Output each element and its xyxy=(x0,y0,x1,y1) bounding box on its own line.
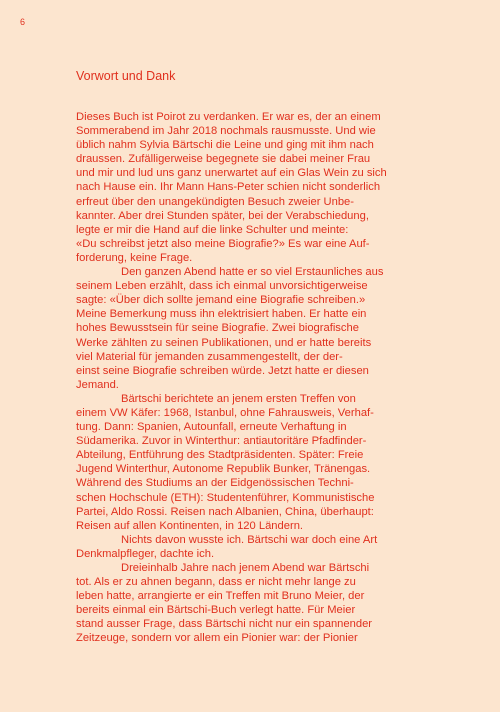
text-line: forderung, keine Frage. xyxy=(76,251,193,264)
text-line: Jemand. xyxy=(76,378,119,391)
text-line: viel Material für jemanden zusammengestellt, der der- xyxy=(76,350,343,363)
body-text xyxy=(76,110,436,646)
text-line: Abteilung, Entführung des Stadtpräsidenten. Später: Freie xyxy=(76,449,364,462)
text-line: einem VW Käfer: 1968, Istanbul, ohne Fahrausweis, Verhaf- xyxy=(76,406,374,419)
chapter-heading: Vorwort und Dank xyxy=(76,69,176,83)
page-number: 6 xyxy=(20,17,26,27)
text-line: Südamerika. Zuvor in Winterthur: antiautoritäre Pfadfinder- xyxy=(76,435,367,448)
text-line: Den ganzen Abend hatte er so viel Erstaunliches aus xyxy=(121,266,384,279)
text-line: hohes Bewusstsein für seine Biografie. Zwei biografische xyxy=(76,322,359,335)
text-line: Bärtschi berichtete an jenem ersten Treffen von xyxy=(121,392,356,405)
text-line: Dreieinhalb Jahre nach jenem Abend war Bärtschi xyxy=(121,562,370,574)
text-line: sagte: «Über dich sollte jemand eine Biografie schreiben.» xyxy=(76,294,366,307)
text-line: «Du schreibst jetzt also meine Biografie?» Es war eine Auf- xyxy=(76,237,370,250)
text-line: draussen. Zufälligerweise begegnete sie dabei meiner Frau xyxy=(76,153,371,166)
text-line: Dieses Buch ist Poirot zu verdanken. Er war es, der an einem xyxy=(76,111,381,123)
text-line: Partei, Aldo Rossi. Reisen nach Albanien, China, überhaupt: xyxy=(76,505,374,518)
text-line: Zeitzeuge, sondern vor allem ein Pionier war: der Pionier xyxy=(76,632,358,645)
text-line: leben hatte, arrangierte er ein Treffen mit Bruno Meier, der xyxy=(76,590,365,603)
text-line: kannter. Aber drei Stunden später, bei der Verabschiedung, xyxy=(76,209,369,222)
text-line: schen Hochschule (ETH): Studentenführer, Kommunistische xyxy=(76,491,375,504)
text-line: Nichts davon wusste ich. Bärtschi war doch eine Art xyxy=(121,533,378,546)
text-line: Werke zählten zu seinen Publikationen, und er hatte bereits xyxy=(76,336,372,349)
text-line: Sommerabend im Jahr 2018 nochmals rausmusste. Und wie xyxy=(76,125,376,138)
text-line: nach Hause ein. Ihr Mann Hans-Peter schien nicht sonderlich xyxy=(76,181,381,194)
text-line: legte er mir die Hand auf die linke Schulter und meinte: xyxy=(76,223,349,236)
text-line: und mir und lud uns ganz unerwartet auf ein Glas Wein zu sich xyxy=(76,167,387,180)
text-line: Reisen auf allen Kontinenten, in 120 Ländern. xyxy=(76,519,304,532)
text-line: stand ausser Frage, dass Bärtschi nicht nur ein spannender xyxy=(76,618,373,631)
text-line: bereits einmal ein Bärtschi-Buch verlegt hatte. Für Meier xyxy=(76,604,356,617)
text-line: üblich nahm Sylvia Bärtschi die Leine und ging mit ihm nach xyxy=(76,139,374,152)
text-line: einst seine Biografie schreiben würde. Jetzt hatte er diesen xyxy=(76,364,369,377)
text-line: Meine Bemerkung muss ihn elektrisiert haben. Er hatte ein xyxy=(76,308,367,321)
text-line: Während des Studiums an der Eidgenössischen Techni- xyxy=(76,477,354,490)
text-line: Denkmalpfleger, dachte ich. xyxy=(76,547,215,560)
text-line: erfreut über den unangekündigten Besuch zweier Unbe- xyxy=(76,195,355,208)
text-line: seinem Leben erzählt, dass ich einmal unvorsichtigerweise xyxy=(76,280,368,293)
text-line: tung. Dann: Spanien, Autounfall, erneute Verhaftung in xyxy=(76,421,347,434)
text-line: Jugend Winterthur, Autonome Republik Bunker, Tränengas. xyxy=(76,463,371,476)
text-line: tot. Als er zu ahnen begann, dass er nicht mehr lange zu xyxy=(76,576,356,589)
